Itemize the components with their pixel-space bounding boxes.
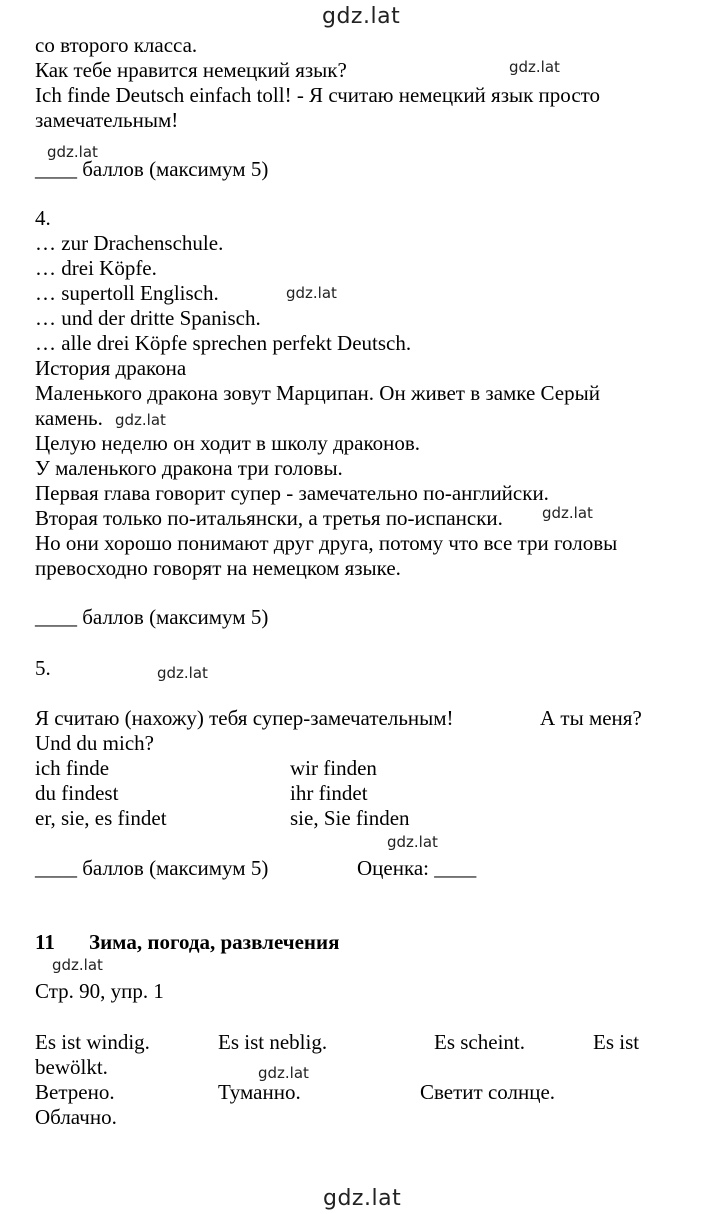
text-line: Ich finde Deutsch einfach toll! - Я считаю немецкий язык просто [35, 83, 601, 107]
score-line: ____ баллов (максимум 5) [35, 605, 269, 629]
list-item: … drei Köpfe. [35, 256, 157, 280]
watermark-bottom: gdz.lat [323, 1186, 402, 1211]
watermark: gdz.lat [258, 1064, 309, 1082]
score-line: ____ баллов (максимум 5) [35, 856, 269, 880]
phrase-de: Es scheint. [434, 1030, 525, 1054]
story-line: Целую неделю он ходит в школу драконов. [35, 431, 421, 455]
conjugation-left: er, sie, es findet [35, 806, 167, 830]
grade-line: Оценка: ____ [357, 856, 477, 880]
story-title: История дракона [35, 356, 187, 380]
phrase-de: Es ist [593, 1030, 640, 1054]
story-line: камень. [35, 406, 103, 430]
watermark: gdz.lat [47, 143, 98, 161]
score-line: ____ баллов (максимум 5) [35, 157, 269, 181]
watermark: gdz.lat [542, 504, 593, 522]
text-line: А ты меня? [540, 706, 642, 730]
watermark-top: gdz.lat [322, 4, 401, 29]
watermark: gdz.lat [52, 956, 103, 974]
story-line: Но они хорошо понимают друг друга, потому что все три головы [35, 531, 618, 555]
watermark: gdz.lat [115, 411, 166, 429]
phrase-ru: Облачно. [35, 1105, 117, 1129]
conjugation-left: ich finde [35, 756, 110, 780]
conjugation-right: sie, Sie finden [290, 806, 410, 830]
page-reference: Стр. 90, упр. 1 [35, 979, 164, 1003]
section-title: Зима, погода, развлечения [89, 930, 340, 954]
story-line: У маленького дракона три головы. [35, 456, 343, 480]
phrase-ru: Ветрено. [35, 1080, 115, 1104]
conjugation-left: du findest [35, 781, 119, 805]
phrase-de: Es ist neblig. [218, 1030, 328, 1054]
text-line: Я считаю (нахожу) тебя супер-замечательным! [35, 706, 454, 730]
phrase-ru: Светит солнце. [420, 1080, 556, 1104]
text-line: Und du mich? [35, 731, 154, 755]
watermark: gdz.lat [157, 664, 208, 682]
conjugation-right: wir finden [290, 756, 377, 780]
text-line: Как тебе нравится немецкий язык? [35, 58, 347, 82]
watermark: gdz.lat [387, 833, 438, 851]
list-item: … und der dritte Spanisch. [35, 306, 261, 330]
story-line: превосходно говорят на немецком языке. [35, 556, 401, 580]
exercise-number: 5. [35, 656, 51, 680]
story-line: Маленького дракона зовут Марципан. Он живет в замке Серый [35, 381, 600, 405]
story-line: Вторая только по-итальянски, а третья по-испански. [35, 506, 503, 530]
phrase-de: bewölkt. [35, 1055, 108, 1079]
watermark: gdz.lat [286, 284, 337, 302]
list-item: … alle drei Köpfe sprechen perfekt Deutsch. [35, 331, 412, 355]
conjugation-right: ihr findet [290, 781, 368, 805]
text-line: со второго класса. [35, 33, 198, 57]
text-line: замечательным! [35, 108, 179, 132]
exercise-number: 4. [35, 206, 51, 230]
list-item: … zur Drachenschule. [35, 231, 224, 255]
section-number: 11 [35, 930, 55, 954]
list-item: … supertoll Englisch. [35, 281, 219, 305]
phrase-ru: Туманно. [218, 1080, 301, 1104]
watermark: gdz.lat [509, 58, 560, 76]
story-line: Первая глава говорит супер - замечательно по-английски. [35, 481, 549, 505]
phrase-de: Es ist windig. [35, 1030, 150, 1054]
